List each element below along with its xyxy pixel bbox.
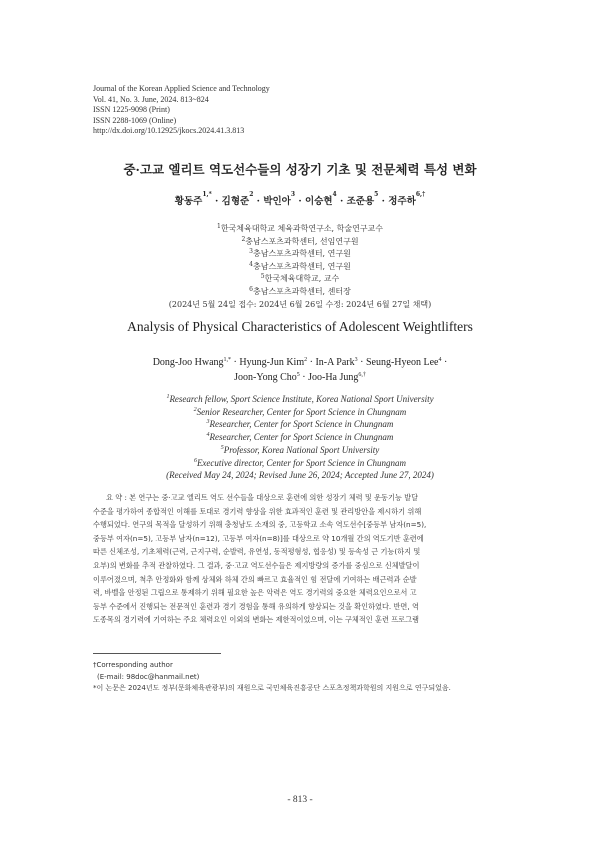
dates-korean: (2024년 5월 24일 접수: 2024년 6월 26일 수정: 2024년 6월 27일 채택)	[168, 299, 432, 309]
author-ko-affil-mark: 3	[290, 191, 296, 198]
author-en-affil-mark: 6,†	[358, 372, 366, 378]
affiliation-ko-2: $^2$충남스포츠과학센터, 선임연구원	[241, 235, 359, 246]
abstract-line: 중등부 여자(n=5), 고등부 남자(n=12), 고등부 여자(n=8)]를 대상으로 약 10개월 간의 역도기반 훈련에	[93, 533, 424, 543]
author-ko-affil-mark: 1,*	[202, 191, 212, 198]
corresponding-author: †Corresponding author	[93, 661, 173, 669]
author-ko-name: 박인아	[263, 196, 291, 207]
affiliation-en-1: $^1$Research fellow, Sport Science Institute, Korea National Sport University	[166, 394, 434, 404]
author-en-name: Seung-Hyeon Lee	[365, 357, 439, 368]
author-ko-name: 조준용	[346, 196, 375, 207]
author-separator: ·	[253, 196, 264, 207]
authors-korean	[0, 193, 600, 207]
author-en-affil-mark: 5	[296, 372, 300, 378]
author-separator: ·	[336, 196, 347, 207]
author-separator: ·	[378, 196, 389, 207]
author-ko-name: 이승현	[304, 196, 333, 207]
author-en-name: In-A Park	[315, 357, 355, 368]
footnotes	[93, 660, 451, 695]
abstract-line: 요 약 : 본 연구는 중·고교 엘리트 역도 선수들을 대상으로 훈련에 의한 성장기 체력 및 운동기능 발달	[106, 493, 419, 502]
footnote-divider	[93, 653, 221, 654]
author-separator: ·	[357, 357, 366, 368]
journal-volume: Vol. 41, No. 3. June, 2024. 813~824	[93, 94, 209, 104]
author-ko-affil-mark: 4	[332, 191, 337, 198]
author-en-affil-mark: 1,*	[223, 357, 232, 363]
author-separator: ·	[295, 196, 305, 207]
affiliations-korean	[0, 223, 600, 311]
issn-print: ISSN 1225-9098 (Print)	[93, 105, 170, 114]
author-ko-affil-mark: 5	[374, 191, 379, 198]
affiliation-ko-4: $^4$충남스포츠과학센터, 연구원	[249, 260, 351, 271]
affiliation-ko-1: $^1$한국체육대학교 체육과학연구소, 학술연구교수	[216, 223, 383, 233]
journal-header	[93, 84, 270, 137]
author-email[interactable]: (E-mail: 98doc@hanmail.net)	[97, 672, 200, 681]
affiliation-ko-3: $^3$충남스포츠과학센터, 연구원	[249, 248, 351, 259]
page-number: - 813 -	[287, 795, 313, 805]
doi-link[interactable]: http://dx.doi.org/10.12925/jkocs.2024.41.3.813	[93, 126, 245, 135]
title-korean: 중·고교 엘리트 역도선수들의 성장기 기초 및 전문체력 특성 변화	[123, 162, 477, 177]
funding-note: *이 논문은 2024년도 정부(문화체육관광부)의 재원으로 국민체육진흥공단 스포츠정책과학원의 지원으로 연구되었음.	[93, 684, 451, 692]
author-separator: ·	[231, 357, 240, 368]
dates-english: (Received May 24, 2024; Revised June 26, 2024; Accepted June 27, 2024)	[166, 470, 434, 481]
author-en-name: Hyung-Jun Kim	[239, 357, 305, 368]
authors-english-line2	[0, 370, 600, 385]
abstract-line: 이루어졌으며, 척추 안정화와 함께 상체와 하체 간의 빠르고 효율적인 힘 전달에 기여하는 배근력과 순발	[93, 574, 417, 584]
author-en-affil-mark: 2	[304, 357, 308, 363]
abstract-line: 수준을 평가하여 종합적인 이해를 토대로 경기력 향상을 위한 효과적인 훈련 및 관리방안을 제시하기 위해	[93, 506, 422, 516]
affiliation-en-6: $^6$Executive director, Center for Sport Science in Chungnam	[193, 457, 407, 468]
affiliation-ko-6: $^6$충남스포츠과학센터, 센터장	[249, 285, 351, 296]
author-ko-affil-mark: 2	[249, 191, 254, 198]
affiliation-ko-5: $^5$한국체육대학교, 교수	[260, 273, 340, 284]
journal-name: Journal of the Korean Applied Science and Technology	[93, 84, 270, 93]
title-english: Analysis of Physical Characteristics of Adolescent Weightlifters	[127, 319, 473, 334]
author-separator: ·	[307, 357, 316, 368]
authors-english-line1	[0, 355, 600, 370]
affiliations-english	[0, 393, 600, 482]
abstract-line: 력, 바벨을 안정된 그립으로 통제하기 위해 필요한 높은 악력은 역도 경기력의 중요한 체력요인으로서 고	[93, 588, 417, 598]
author-en-name: Dong-Joo Hwang	[152, 357, 224, 368]
author-ko-name: 정주하	[388, 196, 416, 207]
affiliation-en-5: $^5$Professor, Korea National Sport University	[220, 444, 380, 455]
author-separator: ·	[299, 372, 309, 383]
author-en-affil-mark: 3	[354, 357, 358, 363]
affiliation-en-2: $^2$Senior Researcher, Center for Sport Science in Chungnam	[193, 406, 407, 417]
author-en-name: Joon-Yong Cho	[234, 372, 297, 383]
abstract-line: 요부)의 변화를 추적 관찰하였다. 그 결과, 중·고교 역도선수들은 제지방량의 증가를 중심으로 신체발달이	[93, 560, 420, 570]
abstract-korean	[93, 491, 506, 627]
abstract-line: 도종목의 경기력에 기여하는 주요 체력요인 이외의 변화는 제한적이었으며, 이는 구체적인 훈련 프로그램	[93, 615, 419, 625]
author-separator: ·	[211, 196, 222, 207]
affiliation-en-4: $^4$Researcher, Center for Sport Science in Chungnam	[206, 432, 394, 443]
abstract-line: 따른 신체조성, 기초체력(근력, 근지구력, 순발력, 유연성, 동적평형성, 협응성) 및 등속성 근 기능(하지 및	[93, 547, 421, 557]
issn-online: ISSN 2288-1069 (Online)	[93, 115, 177, 125]
affiliation-en-3: $^3$Researcher, Center for Sport Science in Chungnam	[206, 419, 394, 430]
author-en-affil-mark: 4	[438, 357, 442, 363]
author-ko-name: 황동주	[174, 196, 203, 207]
author-separator: ·	[441, 357, 448, 368]
author-ko-name: 김형준	[221, 196, 250, 207]
abstract-line: 등부 수준에서 진행되는 전문적인 훈련과 경기 경험을 통해 유의하게 향상되는 것을 확인하였다. 반면, 역	[93, 601, 419, 611]
authors-english	[0, 355, 600, 385]
author-en-name: Joo-Ha Jung	[308, 372, 359, 383]
abstract-line: 수행되었다. 연구의 목적을 달성하기 위해 충청남도 소재의 중, 고등학교 소속 역도선수[중등부 남자(n=5),	[93, 520, 427, 530]
author-ko-affil-mark: 6,†	[415, 191, 426, 198]
